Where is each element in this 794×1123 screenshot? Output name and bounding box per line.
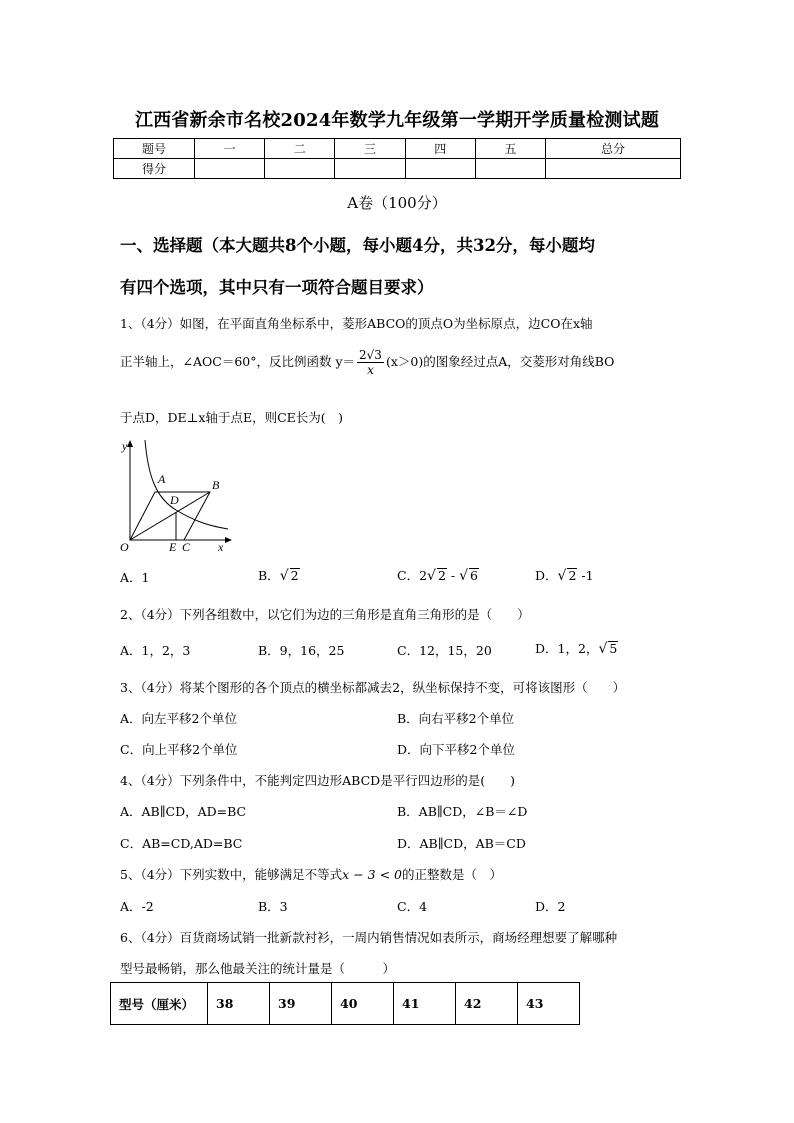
q5-option-a[interactable]: A．-2 <box>120 899 154 914</box>
size-cell: 41 <box>394 983 456 1025</box>
q2-option-d-label: D．1，2， <box>535 641 599 656</box>
section1-heading-line2: 有四个选项，其中只有一项符合题目要求） <box>120 278 434 297</box>
q2-option-d[interactable] <box>535 639 618 657</box>
q1-option-a[interactable]: A．1 <box>120 570 150 585</box>
size-cell: 40 <box>332 983 394 1025</box>
q2-option-d-radicand: 5 <box>609 641 618 656</box>
fig-label-e: E <box>169 540 177 554</box>
fig-label-d: D <box>170 493 179 507</box>
fig-label-c: C <box>182 540 191 554</box>
size-cell: 43 <box>518 983 580 1025</box>
score-cell: 三 <box>335 139 405 159</box>
q1-option-d-radicand: 2 <box>568 568 577 583</box>
size-cell: 42 <box>456 983 518 1025</box>
score-cell: 五 <box>475 139 545 159</box>
q1-option-b[interactable] <box>258 566 300 584</box>
q6-size-table <box>110 982 580 1025</box>
score-blank[interactable] <box>265 159 335 179</box>
q5-stem-pre: 5、（4分）下列实数中，能够满足不等式 <box>120 867 343 882</box>
q5-option-b[interactable]: B．3 <box>258 899 288 914</box>
q4-option-c[interactable]: C．AB=CD,AD=BC <box>120 836 243 851</box>
q3-option-a[interactable]: A．向左平移2个单位 <box>120 711 237 726</box>
q1-frac-num: 2√3 <box>359 348 382 362</box>
q2-stem: 2、（4分）下列各组数中，以它们为边的三角形是直角三角形的是（ ） <box>120 607 530 622</box>
q1-option-b-radicand: 2 <box>290 568 299 583</box>
q1-line1: 1、（4分）如图，在平面直角坐标系中，菱形ABCO的顶点O为坐标原点，边CO在x轴 <box>120 316 593 331</box>
score-cell: 总分 <box>546 139 681 159</box>
q1-option-d-label: D． <box>535 568 558 583</box>
q3-option-c[interactable]: C．向上平移2个单位 <box>120 742 238 757</box>
sqrt-icon: √ <box>598 641 608 657</box>
q4-stem: 4、（4分）下列条件中，不能判定四边形ABCD是平行四边形的是( ) <box>120 773 515 788</box>
q1-option-c-radicand1: 2 <box>437 568 446 583</box>
q6-line2: 型号最畅销，那么他最关注的统计量是（ ） <box>120 961 396 976</box>
fig-label-o: O <box>120 540 129 554</box>
q1-frac-den: x <box>367 363 374 377</box>
fig-label-b: B <box>212 478 220 492</box>
q3-option-d[interactable]: D．向下平移2个单位 <box>397 742 515 757</box>
q1-line2-post: (x＞0)的图象经过点A，交菱形对角线BO <box>385 354 615 369</box>
section1-heading-line1: 一、选择题（本大题共8个小题，每小题4分，共32分，每小题均 <box>120 236 595 255</box>
score-cell: 二 <box>265 139 335 159</box>
size-cell: 38 <box>208 983 270 1025</box>
q1-fraction <box>357 348 384 377</box>
score-blank[interactable] <box>195 159 265 179</box>
q5-option-c[interactable]: C．4 <box>397 899 428 914</box>
q1-line3: 于点D，DE⊥x轴于点E，则CE长为( ) <box>120 410 344 425</box>
q1-figure <box>118 436 240 554</box>
score-table <box>113 138 681 179</box>
x-axis-arrow <box>225 537 232 543</box>
q1-option-b-label: B． <box>258 568 280 583</box>
y-axis-arrow <box>127 440 133 447</box>
score-table-score-row <box>114 159 681 179</box>
q5-stem <box>120 865 502 883</box>
q5-stem-post: 的正整数是（ ） <box>401 867 502 882</box>
q1-option-d-tail: -1 <box>577 568 594 583</box>
sqrt-icon: √ <box>427 568 436 584</box>
q2-option-c[interactable]: C．12，15，20 <box>397 643 492 658</box>
q1-option-c-radicand2: 6 <box>470 568 478 583</box>
q2-option-b[interactable]: B．9，16，25 <box>258 643 345 658</box>
score-cell: 四 <box>405 139 475 159</box>
score-cell: 题号 <box>114 139 195 159</box>
size-header-cell: 型号（厘米） <box>111 983 208 1025</box>
q1-line2-pre: 正半轴上，∠AOC＝60°，反比例函数 y＝ <box>120 354 356 369</box>
q1-option-c-minus: - <box>446 568 460 583</box>
score-blank[interactable] <box>546 159 681 179</box>
q1-option-c-label: C．2 <box>397 568 428 583</box>
q3-option-b[interactable]: B．向右平移2个单位 <box>397 711 515 726</box>
score-blank[interactable] <box>405 159 475 179</box>
q4-option-a[interactable]: A．AB∥CD，AD=BC <box>120 804 247 819</box>
fig-label-a: A <box>158 472 166 486</box>
score-cell: 一 <box>195 139 265 159</box>
sqrt-icon: √ <box>459 568 468 584</box>
q3-stem: 3、（4分）将某个图形的各个顶点的横坐标都减去2，纵坐标保持不变，可将该图形（ ） <box>120 680 626 695</box>
fig-label-y: y <box>122 439 128 453</box>
q5-inequality: x − 3 < 0 <box>342 867 402 882</box>
score-cell: 得分 <box>114 159 195 179</box>
table-row <box>111 983 580 1025</box>
q1-option-c[interactable] <box>397 566 479 584</box>
q4-option-b[interactable]: B．AB∥CD，∠B＝∠D <box>397 804 528 819</box>
score-table-header-row <box>114 139 681 159</box>
sqrt-icon: √ <box>279 568 289 584</box>
q6-line1: 6、（4分）百货商场试销一批新款衬衫，一周内销售情况如表所示，商场经理想要了解哪种 <box>120 930 618 945</box>
q1-line2 <box>120 348 614 377</box>
sqrt-icon: √ <box>557 568 567 584</box>
score-blank[interactable] <box>335 159 405 179</box>
q2-option-a[interactable]: A．1，2，3 <box>120 643 191 658</box>
fig-label-x: x <box>218 540 224 554</box>
q1-option-d[interactable] <box>535 566 594 584</box>
section-a-heading: A卷（100分） <box>347 194 447 212</box>
score-blank[interactable] <box>475 159 545 179</box>
size-cell: 39 <box>270 983 332 1025</box>
q4-option-d[interactable]: D．AB∥CD，AB＝CD <box>397 836 526 851</box>
exam-title: 江西省新余市名校2024年数学九年级第一学期开学质量检测试题 <box>134 110 660 131</box>
q5-option-d[interactable]: D．2 <box>535 899 566 914</box>
